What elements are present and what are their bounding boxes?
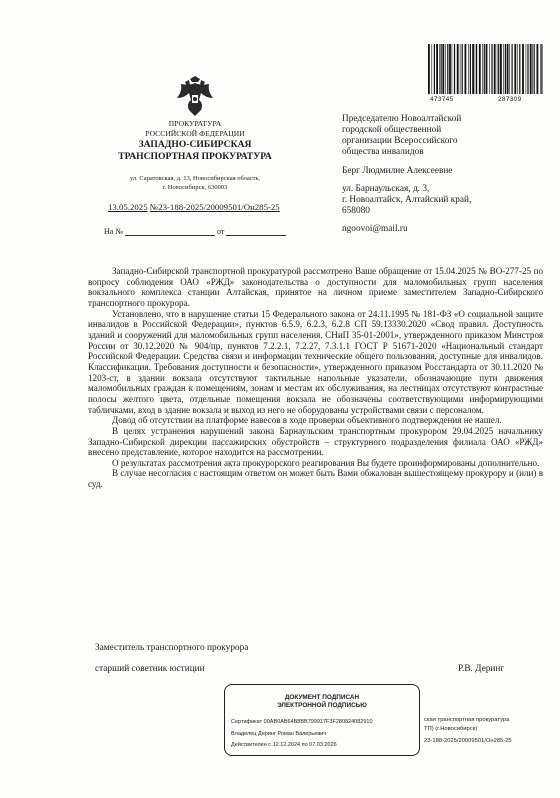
signer-rank: старший советник юстиции <box>95 664 205 674</box>
barcode-bar <box>534 44 535 94</box>
barcode-bar <box>436 44 438 94</box>
stamp-title1: ДОКУМЕНТ ПОДПИСАН <box>284 694 360 701</box>
reference-line <box>104 226 286 236</box>
recipient-address2: г. Новоалтайск, Алтайский край, <box>342 195 472 205</box>
sender-org-block <box>82 119 308 139</box>
barcode-bar <box>465 44 467 94</box>
sender-org-title <box>82 139 308 163</box>
barcode-bar <box>484 44 485 94</box>
recipient-email: ngoovoi@mail.ru <box>342 224 408 234</box>
letter-body <box>88 266 543 490</box>
stamp-owner: Владелец Деринг Роман Валерьевич <box>231 731 327 737</box>
recipient-address <box>342 184 552 217</box>
barcode-bar <box>532 44 533 94</box>
barcode-bar <box>526 44 527 94</box>
barcode-bar <box>497 44 498 94</box>
barcode-bar <box>457 44 459 94</box>
barcode-bar <box>486 44 488 94</box>
recipient-line1: Председателю Новоалтайской <box>342 114 462 124</box>
org-line4: ТРАНСПОРТНАЯ ПРОКУРАТУРА <box>118 151 272 162</box>
recipient-name: Берг Людмилие Алексеевне <box>342 166 453 176</box>
barcode-bar <box>460 44 461 94</box>
barcode-bar <box>476 44 477 94</box>
address-line2: г. Новосибирск, 630003 <box>162 184 228 191</box>
barcode-bar <box>541 44 542 94</box>
barcode-bar <box>445 44 446 94</box>
barcode-number-right: 287309 <box>498 96 522 103</box>
barcode-bar <box>509 44 510 94</box>
ref-from: от <box>216 227 225 236</box>
coat-of-arms-emblem <box>176 76 214 118</box>
registration-line <box>108 202 280 212</box>
barcode-bar <box>489 44 490 94</box>
barcode-bar <box>505 44 506 94</box>
recipient-line3: организации Всероссийского <box>342 136 458 146</box>
ref-number-blank <box>125 226 215 236</box>
body-paragraph-5: О результатах рассмотрения акта прокурорского реагирования Вы будете проинформированы дополнительно. <box>112 457 540 468</box>
stamp-side-line2: ТП) (г.Новосибирск) <box>424 726 478 732</box>
barcode-bar <box>503 44 504 94</box>
e-signature-stamp <box>224 684 420 756</box>
barcode-bar <box>498 44 499 94</box>
barcode-bar <box>468 44 469 94</box>
reg-number: 23-188-2025/20009501/Он285-25 <box>158 202 280 212</box>
barcode-bar <box>441 44 442 94</box>
barcode-bar <box>491 44 492 94</box>
barcode-bar <box>475 44 476 94</box>
barcode-number-left: 473745 <box>430 96 454 103</box>
stamp-certificate: Сертификат 00AB0AB64B8BB799917F3F280824082910 <box>231 719 373 725</box>
barcode-bar <box>439 44 440 94</box>
barcode-bar <box>537 44 539 94</box>
barcode-bar <box>472 44 474 94</box>
address-line1: ул. Саратовская, д. 13, Новосибирская область, <box>129 175 261 182</box>
barcode-bar <box>470 44 471 94</box>
stamp-title2: ЭЛЕКТРОННОЙ ПОДПИСЬЮ <box>277 702 367 709</box>
barcode-bar <box>447 44 448 94</box>
barcode-bar <box>454 44 455 94</box>
recipient-title <box>342 114 552 158</box>
org-line2: РОССИЙСКОЙ ФЕДЕРАЦИИ <box>145 129 245 138</box>
barcode-bar <box>517 44 518 94</box>
barcode-bar <box>512 44 513 94</box>
barcode-bar <box>514 44 516 94</box>
barcode-bar <box>527 44 528 94</box>
barcode-bar <box>428 44 430 94</box>
barcode-bar <box>482 44 483 94</box>
recipient-address1: ул. Барнаульская, д. 3, <box>342 184 430 194</box>
ref-date-blank <box>226 226 286 236</box>
ref-prefix: На № <box>104 227 123 236</box>
org-line3: ЗАПАДНО-СИБИРСКАЯ <box>138 139 252 150</box>
barcode-bar <box>540 44 541 94</box>
barcode-bar <box>432 44 433 94</box>
recipient-address3: 658080 <box>342 206 370 216</box>
barcode-bar <box>522 44 524 94</box>
barcode-bar <box>500 44 502 94</box>
barcode-bar <box>449 44 451 94</box>
stamp-side-line1: ская транспортная прокуратура <box>424 717 510 723</box>
barcode-bar <box>479 44 481 94</box>
recipient-line2: городской общественной <box>342 125 442 135</box>
stamp-side-line3: 23-188-2025/20009501/Он285-25 <box>424 738 512 744</box>
barcode-bar <box>507 44 509 94</box>
postal-barcode <box>427 44 545 96</box>
signer-name: Р.В. Деринг <box>458 664 505 674</box>
org-line1: ПРОКУРАТУРА <box>168 119 222 128</box>
sender-address <box>82 174 308 192</box>
recipient-line4: общества инвалидов <box>342 147 424 157</box>
reg-date: 13.05.2025 <box>108 202 148 212</box>
barcode-bar <box>452 44 453 94</box>
body-paragraph-1: Западно-Сибирской транспортной прокуратурой рассмотрено Ваше обращение от 15.04.2025 № ВО-277-25 по вопросу соблюдения ОАО «РЖД» законодательства о доступности для маломобильных групп населения вокзального комплекса станции Алтайская, принятое на личном приеме заместителем Западно-Сибирского транспортного прокурора. <box>88 266 543 308</box>
signer-position: Заместитель транспортного прокурора <box>95 643 249 653</box>
barcode-bar <box>494 44 496 94</box>
barcode-bar <box>442 44 444 94</box>
body-paragraph-3: Довод об отсутствии на платформе навесов в ходе проверки объективного подтверждения не нашел. <box>112 415 502 426</box>
barcode-bar <box>530 44 532 94</box>
barcode-bar <box>462 44 463 94</box>
stamp-validity: Действителен с 12.12.2024 по 07.03.2026 <box>231 742 337 748</box>
barcode-bar <box>519 44 520 94</box>
body-paragraph-6: В случае несогласия с настоящим ответом он может быть Вами обжалован вышестоящему прокурору и (или) в суд. <box>88 468 543 490</box>
stamp-title <box>225 694 419 710</box>
barcode-bar <box>434 44 435 94</box>
reg-number-prefix: № <box>149 202 159 212</box>
body-paragraph-4: В целях устранения нарушений закона Барнаульским транспортным прокурором 29.04.2025 начальнику Западно-Сибирской дирекции пассажирских обустройств – структурного подразделения филиала ОАО «РЖД» внесено представление, которое находится на рассмотрении. <box>88 425 543 458</box>
body-paragraph-2: Установлено, что в нарушение статьи 15 Федерального закона от 24.11.1995 № 181-ФЗ «О социальной защите инвалидов в Российской Федерации», пунктов 6.5.9, 6.2.3, 6.2.8 СП 59.13330.2020 «Свод правил. Доступность зданий и сооружений для маломобильных групп населения. СНиП 35-01-2001», утвержденного приказом Минстроя России от 30.12.2020 № 904/пр, пунктов 7.2.2.1, 7.2.27, 7.3.1.1 ГОСТ Р 51671-2020 «Национальный стандарт Российской Федерации. Средства связи и информации технические общего пользования, доступные для инвалидов. Классификация. Требования доступности и безопасности», утвержденного приказом Росстандарта от 30.11.2020 № 1203-ст, в здании вокзала отсутствуют тактильные напольные указатели, обозначающие пути движения маломобильных граждан к помещениям, зонам и местам их обслуживания, на лестницах отсутствуют контрастные полосы желтого цвета, отдельные помещения вокзала не обозначены соответствующими информирующими табличками, вход в здание вокзала и выход из него не оборудованы устройствами связи с персоналом. <box>88 308 543 415</box>
